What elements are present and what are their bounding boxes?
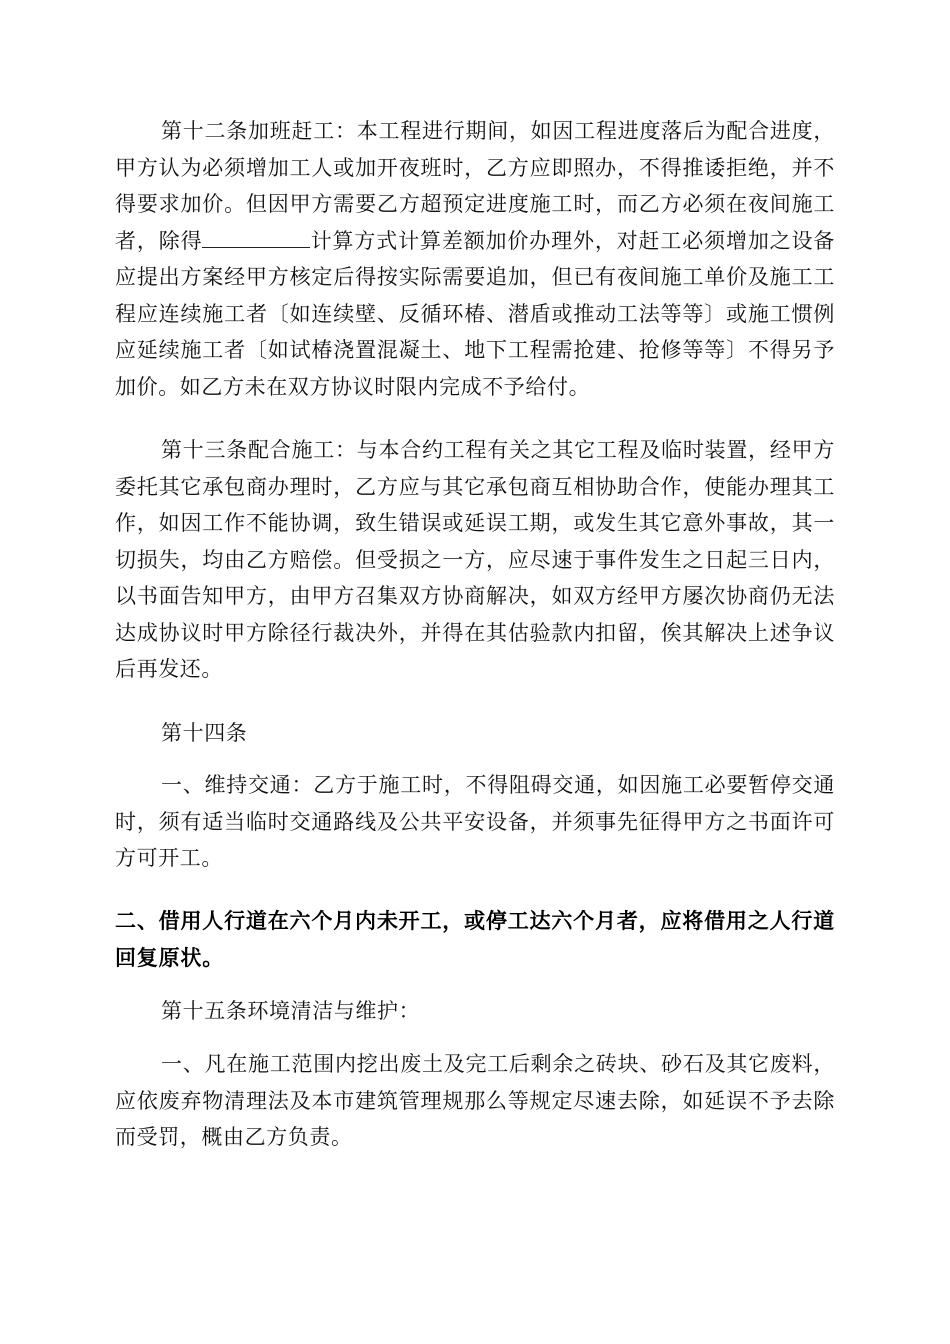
article-12-paragraph bbox=[115, 113, 835, 405]
article-12-text-part1: 第十二条加班赶工：本工程进行期间，如因工程进度落后为配合进度，甲方认为必须增加工人或加开夜班时，乙方应即照办，不得推诿拒绝，并不得要求加价。但因甲方需要乙方超预定进度施工时，而乙方必须在夜间施工者，除得 bbox=[115, 119, 835, 253]
article-15-item-1: 一、凡在施工范围内挖出废土及完工后剩余之砖块、砂石及其它废料，应依废弃物清理法及本市建筑管理规那么等规定尽速去除，如延误不予去除而受罚，概由乙方负责。 bbox=[115, 1052, 835, 1149]
article-14-item-2: 二、借用人行道在六个月内未开工，或停工达六个月者，应将借用之人行道回复原状。 bbox=[115, 909, 835, 970]
article-15-title: 第十五条环境清洁与维护： bbox=[161, 999, 421, 1023]
fill-in-blank bbox=[202, 229, 310, 248]
article-14-item-1: 一、维持交通：乙方于施工时，不得阻碍交通，如因施工必要暂停交通时，须有适当临时交通路线及公共平安设备，并须事先征得甲方之书面许可方可开工。 bbox=[115, 773, 835, 870]
article-12-text-part2: 计算方式计算差额加价办理外，对赶工必须增加之设备应提出方案经甲方核定后得按实际需要追加，但已有夜间施工单价及施工工程应连续施工者〔如连续壁、反循环椿、潜盾或推动工法等等〕或施工惯例应延续施工者〔如试椿浇置混凝土、地下工程需抢建、抢修等等〕不得另予加价。如乙方未在双方协议时限内完成不予给付。 bbox=[115, 228, 835, 399]
article-14-title: 第十四条 bbox=[161, 721, 248, 745]
article-13-paragraph: 第十三条配合施工：与本合约工程有关之其它工程及临时装置，经甲方委托其它承包商办理时，乙方应与其它承包商互相协助合作，使能办理其工作，如因工作不能协调，致生错误或延误工期，或发生其它意外事故，其一切损失，均由乙方赔偿。但受损之一方，应尽速于事件发生之日起三日内，以书面告知甲方，由甲方召集双方协商解决，如双方经甲方屡次协商仍无法达成协议时甲方除径行裁决外，并得在其估验款内扣留，俟其解决上述争议后再发还。 bbox=[115, 438, 835, 681]
